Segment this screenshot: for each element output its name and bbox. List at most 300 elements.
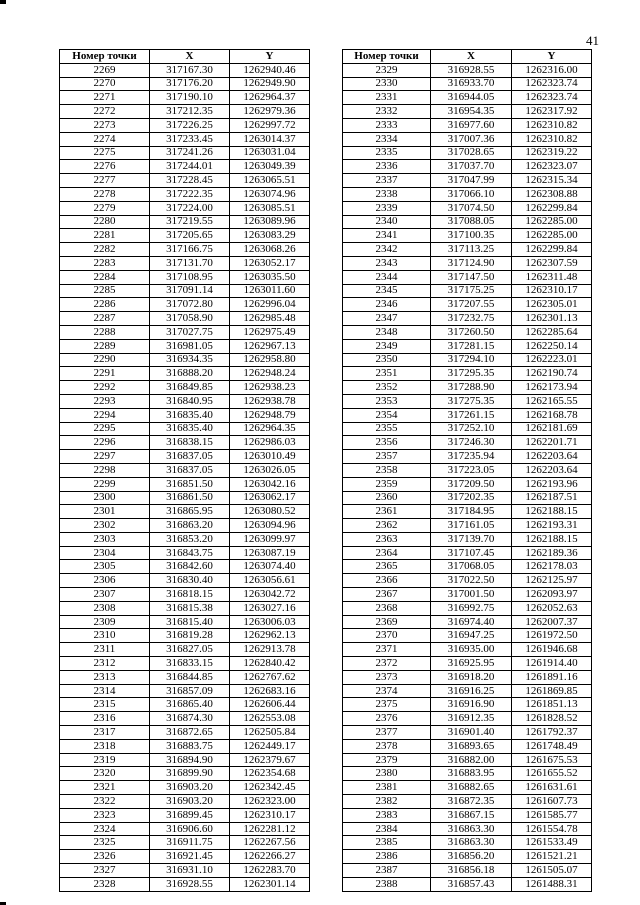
point-number-cell: 2347 — [343, 312, 431, 326]
point-number-cell: 2313 — [60, 670, 150, 684]
table-row — [60, 229, 310, 243]
y-cell: 1261828.52 — [512, 712, 592, 726]
x-cell: 316867.15 — [431, 808, 512, 822]
x-cell: 316872.35 — [431, 795, 512, 809]
point-number-cell: 2349 — [343, 339, 431, 353]
y-cell: 1263056.61 — [230, 574, 310, 588]
table-row — [60, 160, 310, 174]
point-number-cell: 2367 — [343, 588, 431, 602]
point-number-cell: 2323 — [60, 808, 150, 822]
x-cell: 317232.75 — [431, 312, 512, 326]
x-cell: 316842.60 — [150, 560, 230, 574]
point-number-cell: 2315 — [60, 698, 150, 712]
x-cell: 316861.50 — [150, 491, 230, 505]
point-number-cell: 2287 — [60, 312, 150, 326]
y-cell: 1263042.72 — [230, 588, 310, 602]
y-cell: 1262266.27 — [230, 850, 310, 864]
point-number-cell: 2277 — [60, 174, 150, 188]
y-cell: 1261631.61 — [512, 781, 592, 795]
point-number-cell: 2295 — [60, 422, 150, 436]
x-cell: 316815.40 — [150, 615, 230, 629]
point-number-cell: 2301 — [60, 505, 150, 519]
header-point-number: Номер точки — [60, 50, 150, 64]
table-row — [60, 588, 310, 602]
table-row — [60, 394, 310, 408]
table-row — [343, 601, 592, 615]
table-row — [343, 63, 592, 77]
y-cell: 1262052.63 — [512, 601, 592, 615]
point-number-cell: 2382 — [343, 795, 431, 809]
y-cell: 1262962.13 — [230, 629, 310, 643]
x-cell: 316899.45 — [150, 808, 230, 822]
point-number-cell: 2334 — [343, 132, 431, 146]
y-cell: 1261972.50 — [512, 629, 592, 643]
x-cell: 316992.75 — [431, 601, 512, 615]
table-row — [343, 477, 592, 491]
y-cell: 1262285.64 — [512, 325, 592, 339]
point-number-cell: 2381 — [343, 781, 431, 795]
point-number-cell: 2380 — [343, 767, 431, 781]
point-number-cell: 2318 — [60, 739, 150, 753]
table-row — [343, 284, 592, 298]
x-cell: 317222.35 — [150, 187, 230, 201]
y-cell: 1263042.16 — [230, 477, 310, 491]
table-row — [343, 381, 592, 395]
y-cell: 1262250.14 — [512, 339, 592, 353]
table-row — [60, 491, 310, 505]
table-row — [343, 408, 592, 422]
header-y: Y — [512, 50, 592, 64]
table-row — [60, 450, 310, 464]
point-number-cell: 2303 — [60, 532, 150, 546]
x-cell: 317226.25 — [150, 118, 230, 132]
x-cell: 316928.55 — [431, 63, 512, 77]
point-number-cell: 2329 — [343, 63, 431, 77]
table-row — [343, 532, 592, 546]
table-row — [60, 712, 310, 726]
y-cell: 1262379.67 — [230, 753, 310, 767]
y-cell: 1262165.55 — [512, 394, 592, 408]
point-number-cell: 2371 — [343, 643, 431, 657]
y-cell: 1263099.97 — [230, 532, 310, 546]
x-cell: 317241.26 — [150, 146, 230, 160]
x-cell: 316863.20 — [150, 519, 230, 533]
y-cell: 1262311.48 — [512, 270, 592, 284]
x-cell: 317209.50 — [431, 477, 512, 491]
y-cell: 1262342.45 — [230, 781, 310, 795]
x-cell: 316844.85 — [150, 670, 230, 684]
table-row — [343, 491, 592, 505]
point-number-cell: 2271 — [60, 91, 150, 105]
y-cell: 1261851.13 — [512, 698, 592, 712]
y-cell: 1262308.88 — [512, 187, 592, 201]
y-cell: 1262125.97 — [512, 574, 592, 588]
x-cell: 316894.90 — [150, 753, 230, 767]
y-cell: 1262190.74 — [512, 367, 592, 381]
x-cell: 316928.55 — [150, 877, 230, 891]
y-cell: 1262299.84 — [512, 243, 592, 257]
x-cell: 317223.05 — [431, 463, 512, 477]
table-row — [60, 795, 310, 809]
y-cell: 1262767.62 — [230, 670, 310, 684]
y-cell: 1261792.37 — [512, 726, 592, 740]
y-cell: 1262188.15 — [512, 505, 592, 519]
x-cell: 316901.40 — [431, 726, 512, 740]
header-y: Y — [230, 50, 310, 64]
table-row — [60, 118, 310, 132]
y-cell: 1261914.40 — [512, 657, 592, 671]
table-row — [343, 270, 592, 284]
y-cell: 1263027.16 — [230, 601, 310, 615]
header-x: X — [150, 50, 230, 64]
point-number-cell: 2370 — [343, 629, 431, 643]
x-cell: 316925.95 — [431, 657, 512, 671]
x-cell: 316837.05 — [150, 463, 230, 477]
y-cell: 1262310.82 — [512, 132, 592, 146]
x-cell: 316933.70 — [431, 77, 512, 91]
x-cell: 317224.00 — [150, 201, 230, 215]
point-number-cell: 2378 — [343, 739, 431, 753]
point-number-cell: 2368 — [343, 601, 431, 615]
y-cell: 1262178.03 — [512, 560, 592, 574]
point-number-cell: 2351 — [343, 367, 431, 381]
point-number-cell: 2350 — [343, 353, 431, 367]
table-row — [60, 284, 310, 298]
table-row — [60, 657, 310, 671]
table-row — [60, 601, 310, 615]
point-number-cell: 2322 — [60, 795, 150, 809]
table-row — [60, 532, 310, 546]
table-row — [343, 836, 592, 850]
x-cell: 316865.40 — [150, 698, 230, 712]
point-number-cell: 2296 — [60, 436, 150, 450]
x-cell: 317072.80 — [150, 298, 230, 312]
y-cell: 1261655.52 — [512, 767, 592, 781]
point-number-cell: 2310 — [60, 629, 150, 643]
y-cell: 1262301.13 — [512, 312, 592, 326]
x-cell: 316819.28 — [150, 629, 230, 643]
y-cell: 1263026.05 — [230, 463, 310, 477]
y-cell: 1263031.04 — [230, 146, 310, 160]
point-number-cell: 2386 — [343, 850, 431, 864]
table-row — [60, 339, 310, 353]
point-number-cell: 2269 — [60, 63, 150, 77]
table-row — [343, 132, 592, 146]
y-cell: 1262317.92 — [512, 105, 592, 119]
y-cell: 1263068.26 — [230, 243, 310, 257]
table-row — [60, 546, 310, 560]
x-cell: 316947.25 — [431, 629, 512, 643]
x-cell: 316835.40 — [150, 408, 230, 422]
x-cell: 317074.50 — [431, 201, 512, 215]
table-row — [343, 684, 592, 698]
point-number-cell: 2339 — [343, 201, 431, 215]
x-cell: 316888.20 — [150, 367, 230, 381]
point-number-cell: 2312 — [60, 657, 150, 671]
table-row — [60, 684, 310, 698]
x-cell: 316830.40 — [150, 574, 230, 588]
x-cell: 316916.90 — [431, 698, 512, 712]
table-row — [60, 270, 310, 284]
table-row — [343, 422, 592, 436]
point-number-cell: 2384 — [343, 822, 431, 836]
table-row — [60, 560, 310, 574]
point-number-cell: 2348 — [343, 325, 431, 339]
x-cell: 317281.15 — [431, 339, 512, 353]
point-number-cell: 2358 — [343, 463, 431, 477]
y-cell: 1262203.64 — [512, 450, 592, 464]
table-row — [343, 146, 592, 160]
table-row — [343, 588, 592, 602]
table-row — [343, 546, 592, 560]
x-cell: 316840.95 — [150, 394, 230, 408]
x-cell: 316974.40 — [431, 615, 512, 629]
table-row — [60, 215, 310, 229]
point-number-cell: 2294 — [60, 408, 150, 422]
table-row — [60, 325, 310, 339]
table-row — [343, 822, 592, 836]
point-number-cell: 2338 — [343, 187, 431, 201]
table-row — [60, 243, 310, 257]
y-cell: 1261585.77 — [512, 808, 592, 822]
y-cell: 1263083.29 — [230, 229, 310, 243]
y-cell: 1262323.00 — [230, 795, 310, 809]
y-cell: 1261533.49 — [512, 836, 592, 850]
x-cell: 317108.95 — [150, 270, 230, 284]
point-number-cell: 2314 — [60, 684, 150, 698]
y-cell: 1262285.00 — [512, 229, 592, 243]
table-row — [60, 877, 310, 891]
y-cell: 1263085.51 — [230, 201, 310, 215]
table-row — [343, 339, 592, 353]
point-number-cell: 2306 — [60, 574, 150, 588]
y-cell: 1262323.74 — [512, 91, 592, 105]
x-cell: 316931.10 — [150, 864, 230, 878]
x-cell: 316838.15 — [150, 436, 230, 450]
table-row — [60, 422, 310, 436]
y-cell: 1263014.37 — [230, 132, 310, 146]
x-cell: 316863.30 — [431, 836, 512, 850]
y-cell: 1262193.96 — [512, 477, 592, 491]
y-cell: 1261521.21 — [512, 850, 592, 864]
x-cell: 317252.10 — [431, 422, 512, 436]
table-row — [343, 629, 592, 643]
y-cell: 1262553.08 — [230, 712, 310, 726]
point-number-cell: 2336 — [343, 160, 431, 174]
y-cell: 1262310.82 — [512, 118, 592, 132]
y-cell: 1262323.07 — [512, 160, 592, 174]
table-row — [60, 864, 310, 878]
x-cell: 317124.90 — [431, 256, 512, 270]
y-cell: 1263065.51 — [230, 174, 310, 188]
y-cell: 1262319.22 — [512, 146, 592, 160]
table-row — [60, 822, 310, 836]
scan-edge-mark-top — [0, 0, 6, 4]
x-cell: 316935.00 — [431, 643, 512, 657]
table-row — [343, 77, 592, 91]
y-cell: 1263006.03 — [230, 615, 310, 629]
table-row — [60, 174, 310, 188]
y-cell: 1263035.50 — [230, 270, 310, 284]
y-cell: 1262007.37 — [512, 615, 592, 629]
x-cell: 316934.35 — [150, 353, 230, 367]
x-cell: 316863.30 — [431, 822, 512, 836]
y-cell: 1262975.49 — [230, 325, 310, 339]
point-number-cell: 2307 — [60, 588, 150, 602]
x-cell: 317113.25 — [431, 243, 512, 257]
point-number-cell: 2362 — [343, 519, 431, 533]
point-number-cell: 2292 — [60, 381, 150, 395]
x-cell: 316918.20 — [431, 670, 512, 684]
point-number-cell: 2344 — [343, 270, 431, 284]
table-row — [60, 753, 310, 767]
x-cell: 317205.65 — [150, 229, 230, 243]
y-cell: 1262193.31 — [512, 519, 592, 533]
x-cell: 316857.43 — [431, 877, 512, 891]
x-cell: 317001.50 — [431, 588, 512, 602]
x-cell: 316856.20 — [431, 850, 512, 864]
table-row — [60, 436, 310, 450]
x-cell: 317261.15 — [431, 408, 512, 422]
point-number-cell: 2283 — [60, 256, 150, 270]
x-cell: 316851.50 — [150, 477, 230, 491]
x-cell: 317058.90 — [150, 312, 230, 326]
table-body-left — [60, 63, 310, 891]
y-cell: 1262305.01 — [512, 298, 592, 312]
y-cell: 1262201.71 — [512, 436, 592, 450]
table-row — [60, 63, 310, 77]
y-cell: 1262948.24 — [230, 367, 310, 381]
point-number-cell: 2383 — [343, 808, 431, 822]
y-cell: 1261554.78 — [512, 822, 592, 836]
point-number-cell: 2293 — [60, 394, 150, 408]
x-cell: 317260.50 — [431, 325, 512, 339]
y-cell: 1262093.97 — [512, 588, 592, 602]
point-number-cell: 2311 — [60, 643, 150, 657]
x-cell: 317107.45 — [431, 546, 512, 560]
table-row — [60, 643, 310, 657]
table-row — [60, 698, 310, 712]
table-row — [60, 836, 310, 850]
table-row — [343, 353, 592, 367]
y-cell: 1262964.35 — [230, 422, 310, 436]
point-number-cell: 2309 — [60, 615, 150, 629]
y-cell: 1263010.49 — [230, 450, 310, 464]
y-cell: 1262323.74 — [512, 77, 592, 91]
point-number-cell: 2328 — [60, 877, 150, 891]
y-cell: 1262913.78 — [230, 643, 310, 657]
table-row — [343, 877, 592, 891]
y-cell: 1262964.37 — [230, 91, 310, 105]
point-number-cell: 2346 — [343, 298, 431, 312]
point-number-cell: 2374 — [343, 684, 431, 698]
x-cell: 317212.35 — [150, 105, 230, 119]
y-cell: 1262986.03 — [230, 436, 310, 450]
x-cell: 316872.65 — [150, 726, 230, 740]
table-row — [60, 201, 310, 215]
table-row — [343, 574, 592, 588]
header-point-number: Номер точки — [343, 50, 431, 64]
point-number-cell: 2376 — [343, 712, 431, 726]
x-cell: 316849.85 — [150, 381, 230, 395]
table-row — [343, 781, 592, 795]
table-header-row — [343, 50, 592, 64]
x-cell: 317246.30 — [431, 436, 512, 450]
point-number-cell: 2297 — [60, 450, 150, 464]
x-cell: 317219.55 — [150, 215, 230, 229]
table-row — [60, 353, 310, 367]
y-cell: 1262285.00 — [512, 215, 592, 229]
point-number-cell: 2320 — [60, 767, 150, 781]
table-row — [60, 146, 310, 160]
y-cell: 1262310.17 — [512, 284, 592, 298]
table-header-row — [60, 50, 310, 64]
table-row — [60, 615, 310, 629]
page-number: 41 — [586, 33, 599, 48]
point-number-cell: 2300 — [60, 491, 150, 505]
y-cell: 1261505.07 — [512, 864, 592, 878]
y-cell: 1262181.69 — [512, 422, 592, 436]
y-cell: 1263087.19 — [230, 546, 310, 560]
y-cell: 1262938.78 — [230, 394, 310, 408]
table-row — [343, 105, 592, 119]
x-cell: 317235.94 — [431, 450, 512, 464]
y-cell: 1261891.16 — [512, 670, 592, 684]
table-row — [343, 670, 592, 684]
point-number-cell: 2308 — [60, 601, 150, 615]
point-number-cell: 2357 — [343, 450, 431, 464]
table-row — [60, 574, 310, 588]
x-cell: 317294.10 — [431, 353, 512, 367]
y-cell: 1262283.70 — [230, 864, 310, 878]
y-cell: 1262168.78 — [512, 408, 592, 422]
point-number-cell: 2354 — [343, 408, 431, 422]
point-number-cell: 2335 — [343, 146, 431, 160]
x-cell: 316981.05 — [150, 339, 230, 353]
y-cell: 1263052.17 — [230, 256, 310, 270]
y-cell: 1261488.31 — [512, 877, 592, 891]
y-cell: 1261607.73 — [512, 795, 592, 809]
x-cell: 317295.35 — [431, 367, 512, 381]
table-row — [343, 118, 592, 132]
point-number-cell: 2324 — [60, 822, 150, 836]
point-number-cell: 2276 — [60, 160, 150, 174]
point-number-cell: 2340 — [343, 215, 431, 229]
y-cell: 1262189.36 — [512, 546, 592, 560]
point-number-cell: 2281 — [60, 229, 150, 243]
table-row — [60, 381, 310, 395]
point-number-cell: 2270 — [60, 77, 150, 91]
y-cell: 1263062.17 — [230, 491, 310, 505]
x-cell: 316903.20 — [150, 795, 230, 809]
x-cell: 316916.25 — [431, 684, 512, 698]
y-cell: 1262223.01 — [512, 353, 592, 367]
y-cell: 1262203.64 — [512, 463, 592, 477]
y-cell: 1262173.94 — [512, 381, 592, 395]
x-cell: 317028.65 — [431, 146, 512, 160]
table-row — [60, 132, 310, 146]
coordinates-table-right — [342, 49, 592, 892]
point-number-cell: 2317 — [60, 726, 150, 740]
x-cell: 317091.14 — [150, 284, 230, 298]
x-cell: 316833.15 — [150, 657, 230, 671]
point-number-cell: 2282 — [60, 243, 150, 257]
y-cell: 1263074.96 — [230, 187, 310, 201]
y-cell: 1263074.40 — [230, 560, 310, 574]
point-number-cell: 2325 — [60, 836, 150, 850]
point-number-cell: 2342 — [343, 243, 431, 257]
point-number-cell: 2326 — [60, 850, 150, 864]
